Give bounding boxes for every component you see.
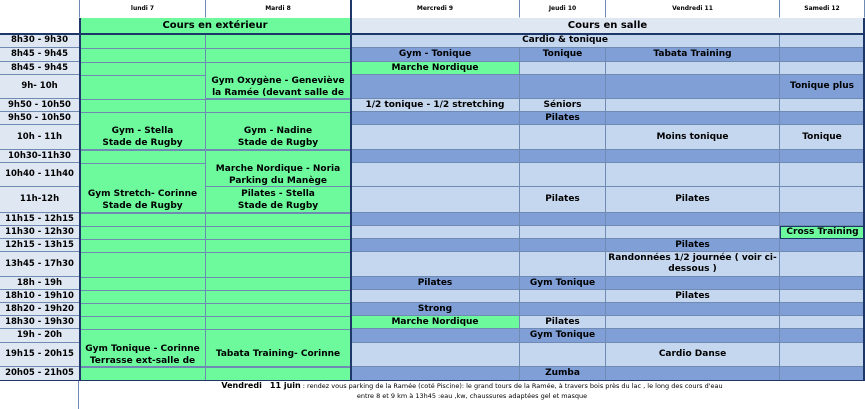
empty-cell: [351, 75, 520, 99]
empty-cell: [351, 329, 520, 343]
day-header-thursday: Jeudi 10: [520, 0, 606, 18]
empty-cell: [606, 163, 780, 187]
time-slot: 9h50 - 10h50: [0, 112, 80, 125]
empty-cell: [351, 367, 520, 381]
class-pilates-thu-c: Pilates: [520, 316, 606, 329]
class-pilates-wed: Pilates: [351, 277, 520, 290]
empty-cell: [351, 163, 520, 187]
class-pilates-fri-c: Pilates: [606, 290, 780, 303]
class-line: Pilates - Stella: [241, 188, 315, 199]
empty-cell: [520, 62, 606, 75]
class-cardio-danse: Cardio Danse: [606, 343, 780, 367]
empty-cell: [351, 252, 520, 277]
time-slot: 19h15 - 20h15: [0, 343, 80, 367]
empty-cell: [780, 343, 865, 367]
day-header-tuesday: Mardi 8: [206, 0, 351, 18]
empty-cell: [780, 329, 865, 343]
day-header-friday: Vendredi 11: [606, 0, 780, 18]
empty-cell: [351, 112, 520, 125]
empty-cell: [780, 150, 865, 163]
grid-line: [80, 239, 351, 240]
time-slot: 10h40 - 11h40: [0, 163, 80, 187]
empty-cell: [780, 213, 865, 226]
empty-cell: [606, 62, 780, 75]
empty-cell: [606, 75, 780, 99]
time-slot: 18h20 - 19h20: [0, 303, 80, 316]
time-slot: 11h15 - 12h15: [0, 213, 80, 226]
band-outdoor: Cours en extérieur: [80, 18, 351, 34]
empty-cell: [780, 303, 865, 316]
empty-cell: [780, 187, 865, 213]
class-gym-oxygene: [206, 75, 351, 99]
band-indoor: Cours en salle: [351, 18, 865, 34]
class-gym-nadine: [206, 125, 351, 150]
time-slot: 11h-12h: [0, 187, 80, 213]
time-slot: 8h45 - 9h45: [0, 62, 80, 75]
empty-cell: [351, 125, 520, 150]
empty-cell: [780, 290, 865, 303]
empty-cell: [780, 367, 865, 381]
grid-line: [80, 150, 351, 151]
class-zumba: Zumba: [520, 367, 606, 381]
class-gym-stella: [80, 125, 206, 150]
day-header-wednesday: Mercredi 9: [351, 0, 520, 18]
class-gym-tonique-thu-a: Gym Tonique: [520, 277, 606, 290]
class-strong: Strong: [351, 303, 520, 316]
class-tonique-thu: Tonique: [520, 48, 606, 62]
time-slot: 20h05 - 21h05: [0, 367, 80, 381]
footer-left-cell: [0, 381, 79, 409]
footer-date: 11 juin: [269, 381, 301, 390]
empty-cell: [520, 290, 606, 303]
class-pilates-fri-a: Pilates: [606, 187, 780, 213]
footer-text-1: : rendez vous parking de la Ramée (coté Piscine): le grand tours de la Ramée, à travers bois près du lac , le long des cours d'eau: [302, 382, 723, 390]
grid-line: [80, 277, 351, 278]
class-marche-nordique-wed: Marche Nordique: [351, 62, 520, 75]
empty-cell: [520, 163, 606, 187]
time-slot: 19h - 20h: [0, 329, 80, 343]
empty-cell: [606, 213, 780, 226]
time-slot: 10h30-11h30: [0, 150, 80, 163]
empty-cell: [520, 226, 606, 239]
empty-cell: [780, 316, 865, 329]
class-pilates-fri-b: Pilates: [606, 239, 780, 252]
empty-cell: [780, 277, 865, 290]
time-slot: 18h - 19h: [0, 277, 80, 290]
empty-cell: [351, 343, 520, 367]
empty-cell: [780, 48, 865, 62]
empty-cell: [351, 290, 520, 303]
class-line: Terrasse ext-salle de: [89, 355, 196, 366]
grid-line: [80, 290, 351, 291]
empty-cell: [520, 125, 606, 150]
empty-cell: [780, 252, 865, 277]
class-pilates-thu-b: Pilates: [520, 187, 606, 213]
class-moins-tonique: Moins tonique: [606, 125, 780, 150]
class-line: Gym - Stella: [111, 126, 174, 136]
empty-cell: [520, 303, 606, 316]
grid-line: [80, 99, 351, 100]
footer-day: Vendredi: [221, 381, 262, 390]
grid-line: [80, 329, 351, 330]
time-slot: 11h30 - 12h30: [0, 226, 80, 239]
empty-cell: [351, 226, 520, 239]
class-line: Parking du Manège: [229, 175, 327, 186]
empty-cell: [780, 163, 865, 187]
time-slot: 18h10 - 19h10: [0, 290, 80, 303]
empty-cell: [780, 112, 865, 125]
class-marche-nordique-wed-b: Marche Nordique: [351, 316, 520, 329]
empty-cell: [606, 303, 780, 316]
empty-cell: [780, 99, 865, 112]
grid-line: [80, 303, 351, 304]
class-pilates-thu-a: Pilates: [520, 112, 606, 125]
empty-cell: [520, 150, 606, 163]
time-slot: 8h45 - 9h45: [0, 48, 80, 62]
empty-cell: [606, 367, 780, 381]
grid-line: [80, 112, 351, 113]
band-corner: [0, 18, 80, 34]
empty-cell: [780, 239, 865, 252]
class-line: Stade de Rugby: [237, 138, 319, 148]
class-tonique-plus: Tonique plus: [780, 75, 865, 99]
class-tabata-fri: Tabata Training: [606, 48, 780, 62]
time-slot: 8h30 - 9h30: [0, 34, 80, 48]
class-cardio-tonique: Cardio & tonique: [351, 34, 780, 48]
footer-note: [79, 381, 865, 409]
empty-cell: [520, 343, 606, 367]
class-line: Gym - Nadine: [243, 126, 313, 136]
footer-text-2: entre 8 et 9 km à 13h45 :eau ,kw, chaussures adaptées gel et masque: [356, 392, 588, 400]
class-cross-training: Cross Training: [780, 226, 865, 239]
empty-cell: [780, 62, 865, 75]
class-randonnees: Randonnées 1/2 journée ( voir ci-dessous ): [606, 252, 780, 277]
time-slot: 10h - 11h: [0, 125, 80, 150]
empty-cell: [780, 34, 865, 48]
empty-cell: [520, 75, 606, 99]
empty-cell: [351, 187, 520, 213]
class-line: Gym Stretch- Corinne: [87, 188, 198, 199]
time-slot: 9h- 10h: [0, 75, 80, 99]
time-slot: 13h45 - 17h30: [0, 252, 80, 277]
grid-line: [80, 226, 351, 227]
grid-line: [80, 316, 351, 317]
empty-cell: [606, 277, 780, 290]
time-slot: 12h15 - 13h15: [0, 239, 80, 252]
corner-cell: [0, 0, 80, 18]
empty-cell: [606, 99, 780, 112]
class-marche-noria: [206, 163, 351, 187]
class-line: Stade de Rugby: [237, 200, 319, 211]
class-line: Marche Nordique - Noria: [215, 163, 341, 174]
class-tabata-corinne: Tabata Training- Corinne: [206, 343, 351, 367]
grid-line: [80, 213, 351, 214]
grid-line: [80, 367, 351, 368]
empty-cell: [606, 112, 780, 125]
day-header-saturday: Samedi 12: [780, 0, 865, 18]
class-line: Stade de Rugby: [102, 138, 183, 148]
empty-cell: [520, 239, 606, 252]
empty-cell: [606, 329, 780, 343]
class-pilates-stella: [206, 187, 351, 213]
empty-cell: [520, 213, 606, 226]
empty-cell: [351, 213, 520, 226]
class-seniors: Séniors: [520, 99, 606, 112]
grid-line: [80, 62, 351, 63]
class-stretch-corinne: [80, 187, 206, 213]
empty-cell: [606, 150, 780, 163]
grid-line: [80, 75, 206, 76]
class-gym-tonique-thu-b: Gym Tonique: [520, 329, 606, 343]
class-line: Gym Tonique - Corinne: [85, 343, 200, 354]
class-line: Gym Oxygène - Geneviève: [211, 75, 345, 86]
class-line: la Ramée (devant salle de: [212, 87, 344, 98]
empty-cell: [351, 150, 520, 163]
time-slot: 18h30 - 19h30: [0, 316, 80, 329]
time-slot: 9h50 - 10h50: [0, 99, 80, 112]
grid-line: [80, 48, 351, 49]
class-gym-tonique-corinne: [80, 343, 206, 367]
footer-line-1: [79, 381, 865, 391]
class-half-tonique: 1/2 tonique - 1/2 stretching: [351, 99, 520, 112]
grid-line: [80, 252, 351, 253]
empty-cell: [351, 239, 520, 252]
class-gym-tonique-wed: Gym - Tonique: [351, 48, 520, 62]
border-line: [0, 33, 865, 35]
empty-cell: [520, 252, 606, 277]
empty-cell: [606, 226, 780, 239]
class-tonique-sat: Tonique: [780, 125, 865, 150]
day-header-monday: lundi 7: [80, 0, 206, 18]
border-line: [79, 18, 81, 381]
empty-cell: [606, 316, 780, 329]
class-line: Stade de Rugby: [102, 200, 183, 211]
border-line: [350, 0, 352, 381]
